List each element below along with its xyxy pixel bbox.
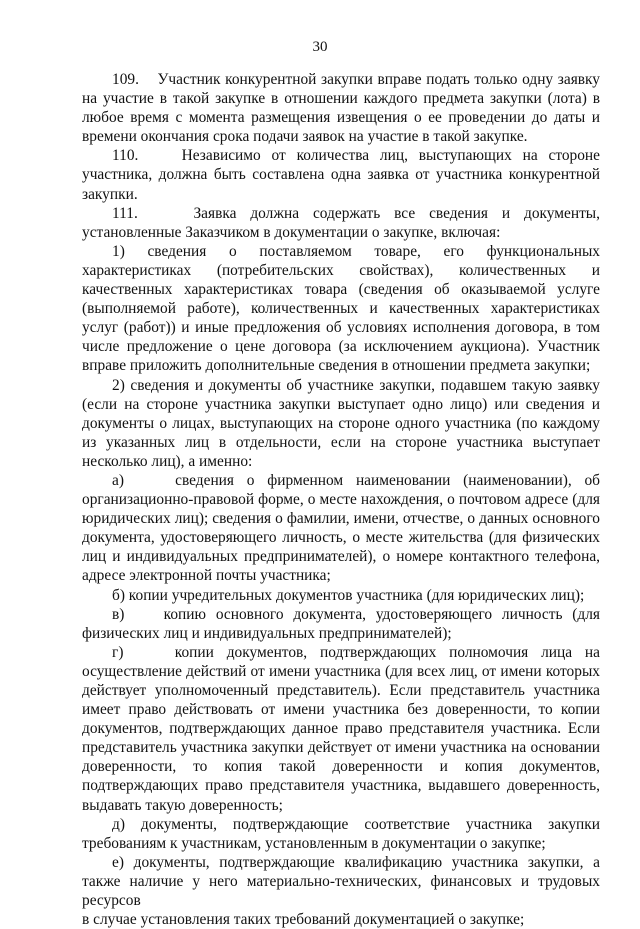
subitem-a-company-details: а) сведения о фирменном наименовании (наименовании), об организационно-правовой форме, о месте нахождения, о почтовом адресе (для юридических лиц); сведения о фамилии, имени, отчестве, о данных основного документа, удостоверяющего личность, о месте жительства (для физических лиц и индивидуальных предпринимателей), о номере контактного телефона, адресе электронной почты участника; xyxy=(82,471,600,585)
document-body xyxy=(82,70,600,929)
item-1-product-info: 1) сведения о поставляемом товаре, его функциональных характеристиках (потребительских свойствах), количественных и качественных характеристиках товара (сведения об оказываемой услуге (выполняемой работе), количественных и качественных характеристиках услуг (работ)) и иные предложения об условиях исполнения договора, в том числе предложение о цене договора (за исключением аукциона). Участник вправе приложить дополнительные сведения в отношении предмета закупки; xyxy=(82,242,600,375)
item-2-participant-info: 2) сведения и документы об участнике закупки, подавшем такую заявку (если на стороне участника закупки выступает одно лицо) или сведения и документы о лицах, выступающих на стороне одного участника (по каждому из указанных лиц в отдельности, если на стороне участника выступает несколько лиц), а именно: xyxy=(82,376,600,470)
subitem-v-identity-document: в) копию основного документа, удостоверяющего личность (для физических лиц и индивидуальных предпринимателей); xyxy=(82,605,600,642)
page-number: 30 xyxy=(312,39,328,55)
paragraph-109: 109. Участник конкурентной закупки вправе подать только одну заявку на участие в такой закупке в отношении каждого предмета закупки (лота) в любое время с момента размещения извещения о ее проведении до даты и времени окончания срока подачи заявок на участие в такой закупке. xyxy=(82,71,600,146)
subitem-e-continuation: в случае установления таких требований документацией о закупке; xyxy=(82,911,525,929)
subitem-e-qualification-documents: е) документы, подтверждающие квалификацию участника закупки, а также наличие у него материально-технических, финансовых и трудовых ресурсов xyxy=(82,853,600,910)
paragraph-110: 110. Независимо от количества лиц, выступающих на стороне участника, должна быть составлена одна заявка от участника конкурентной закупки. xyxy=(82,147,600,203)
subitem-g-authority-documents: г) копии документов, подтверждающих полномочия лица на осуществление действий от имени участника (для всех лиц, от имени которых действует уполномоченный представитель). Если представитель участника имеет право действовать от имени участника без доверенности, то копии документов, подтверждающих данное право представителя участника. Если представитель участника закупки действует от имени участника на основании доверенности, то копия такой доверенности и копия документов, подтверждающих право представителя участника, выдавшего доверенность, выдавать такую доверенность; xyxy=(82,643,600,814)
paragraph-111: 111. Заявка должна содержать все сведения и документы, установленные Заказчиком в документации о закупке, включая: xyxy=(82,204,600,241)
subitem-d-compliance-documents: д) документы, подтверждающие соответствие участника закупки требованиям к участникам, установленным в документации о закупке; xyxy=(82,815,600,852)
subitem-b-founding-documents: б) копии учредительных документов участника (для юридических лиц); xyxy=(112,586,585,604)
